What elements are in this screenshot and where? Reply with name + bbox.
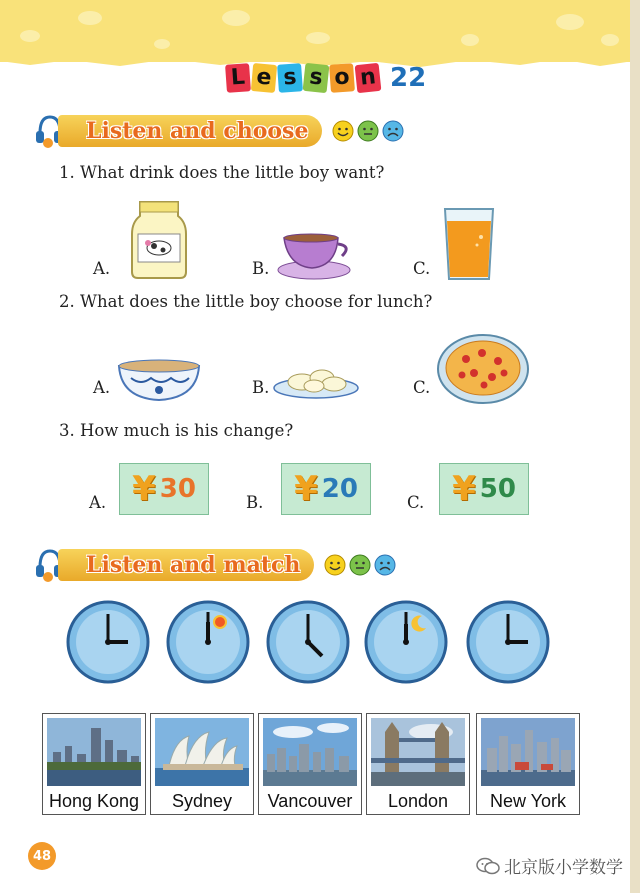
clock-2-icon[interactable] xyxy=(166,600,250,684)
yen-symbol: ¥ xyxy=(294,469,318,509)
clock-1-icon[interactable] xyxy=(66,600,150,684)
watermark-text: 北京版小学数学 xyxy=(504,858,623,878)
question-3: 3. How much is his change? xyxy=(59,421,294,440)
teacup-icon[interactable] xyxy=(276,230,356,282)
yen-symbol: ¥ xyxy=(452,469,476,509)
lesson-letter-tile: L xyxy=(225,63,251,93)
rating-faces xyxy=(332,120,404,142)
neutral-face-icon xyxy=(357,120,379,142)
lesson-letter-tile: o xyxy=(329,63,355,93)
money-amount: 30 xyxy=(159,474,196,504)
city-name: New York xyxy=(489,791,567,811)
city-name: Vancouver xyxy=(267,791,353,811)
option-3b-label: B. xyxy=(246,493,264,512)
option-1c-label: C. xyxy=(413,259,431,278)
yen-symbol: ¥ xyxy=(132,469,156,509)
clock-3-icon[interactable] xyxy=(266,600,350,684)
dumplings-plate-icon[interactable] xyxy=(272,360,360,400)
watermark xyxy=(476,853,623,878)
top-banner xyxy=(0,0,640,62)
city-card-new-york[interactable] xyxy=(476,713,580,815)
option-2c-label: C. xyxy=(413,378,431,397)
section-title: Listen and match xyxy=(58,549,314,581)
neutral-face-icon xyxy=(349,554,371,576)
section-title: Listen and choose xyxy=(58,115,322,147)
option-3c-label: C. xyxy=(407,493,425,512)
option-1a-label: A. xyxy=(93,259,111,278)
sydney-opera-house-icon xyxy=(155,718,249,786)
cloud-pattern-icon xyxy=(0,0,640,60)
city-card-london[interactable] xyxy=(366,713,470,815)
money-amount: 50 xyxy=(479,474,516,504)
milk-bottle-icon[interactable] xyxy=(130,198,188,280)
question-1: 1. What drink does the little boy want? xyxy=(59,163,385,182)
money-note-c[interactable] xyxy=(439,463,529,515)
clock-5-icon[interactable] xyxy=(466,600,550,684)
hong-kong-skyline-icon xyxy=(47,718,141,786)
clock-4-icon[interactable] xyxy=(364,600,448,684)
lesson-letter-tile: s xyxy=(303,63,330,93)
money-amount: 20 xyxy=(321,474,358,504)
city-name: London xyxy=(387,791,449,811)
city-name: Sydney xyxy=(171,791,233,811)
sun-icon xyxy=(214,616,226,628)
sad-face-icon xyxy=(374,554,396,576)
lesson-letter-tile: n xyxy=(355,63,382,93)
money-note-a[interactable] xyxy=(119,463,209,515)
section-header-listen-choose xyxy=(34,113,404,149)
section-header-listen-match xyxy=(34,547,396,583)
page-number: 48 xyxy=(28,842,56,870)
lesson-word xyxy=(226,64,382,92)
vancouver-skyline-icon xyxy=(263,718,357,786)
rating-faces xyxy=(324,554,396,576)
city-card-sydney[interactable] xyxy=(150,713,254,815)
city-card-vancouver[interactable] xyxy=(258,713,362,815)
lesson-title xyxy=(226,60,426,96)
city-name: Hong Kong xyxy=(48,791,140,811)
page-edge xyxy=(630,0,640,893)
city-card-hong-kong[interactable] xyxy=(42,713,146,815)
lesson-letter-tile: s xyxy=(277,63,303,93)
money-note-b[interactable] xyxy=(281,463,371,515)
noodle-bowl-icon[interactable] xyxy=(117,356,201,402)
chat-bubble-icon xyxy=(476,857,500,875)
option-3a-label: A. xyxy=(89,493,107,512)
juice-glass-icon[interactable] xyxy=(443,207,495,281)
pizza-icon[interactable] xyxy=(436,333,530,405)
new-york-skyline-icon xyxy=(481,718,575,786)
option-1b-label: B. xyxy=(252,259,270,278)
option-2b-label: B. xyxy=(252,378,270,397)
lesson-number: 22 xyxy=(390,63,427,93)
happy-face-icon xyxy=(332,120,354,142)
option-2a-label: A. xyxy=(93,378,111,397)
lesson-letter-tile: e xyxy=(251,63,277,93)
question-2: 2. What does the little boy choose for lunch? xyxy=(59,292,433,311)
sad-face-icon xyxy=(382,120,404,142)
tower-bridge-icon xyxy=(371,718,465,786)
happy-face-icon xyxy=(324,554,346,576)
